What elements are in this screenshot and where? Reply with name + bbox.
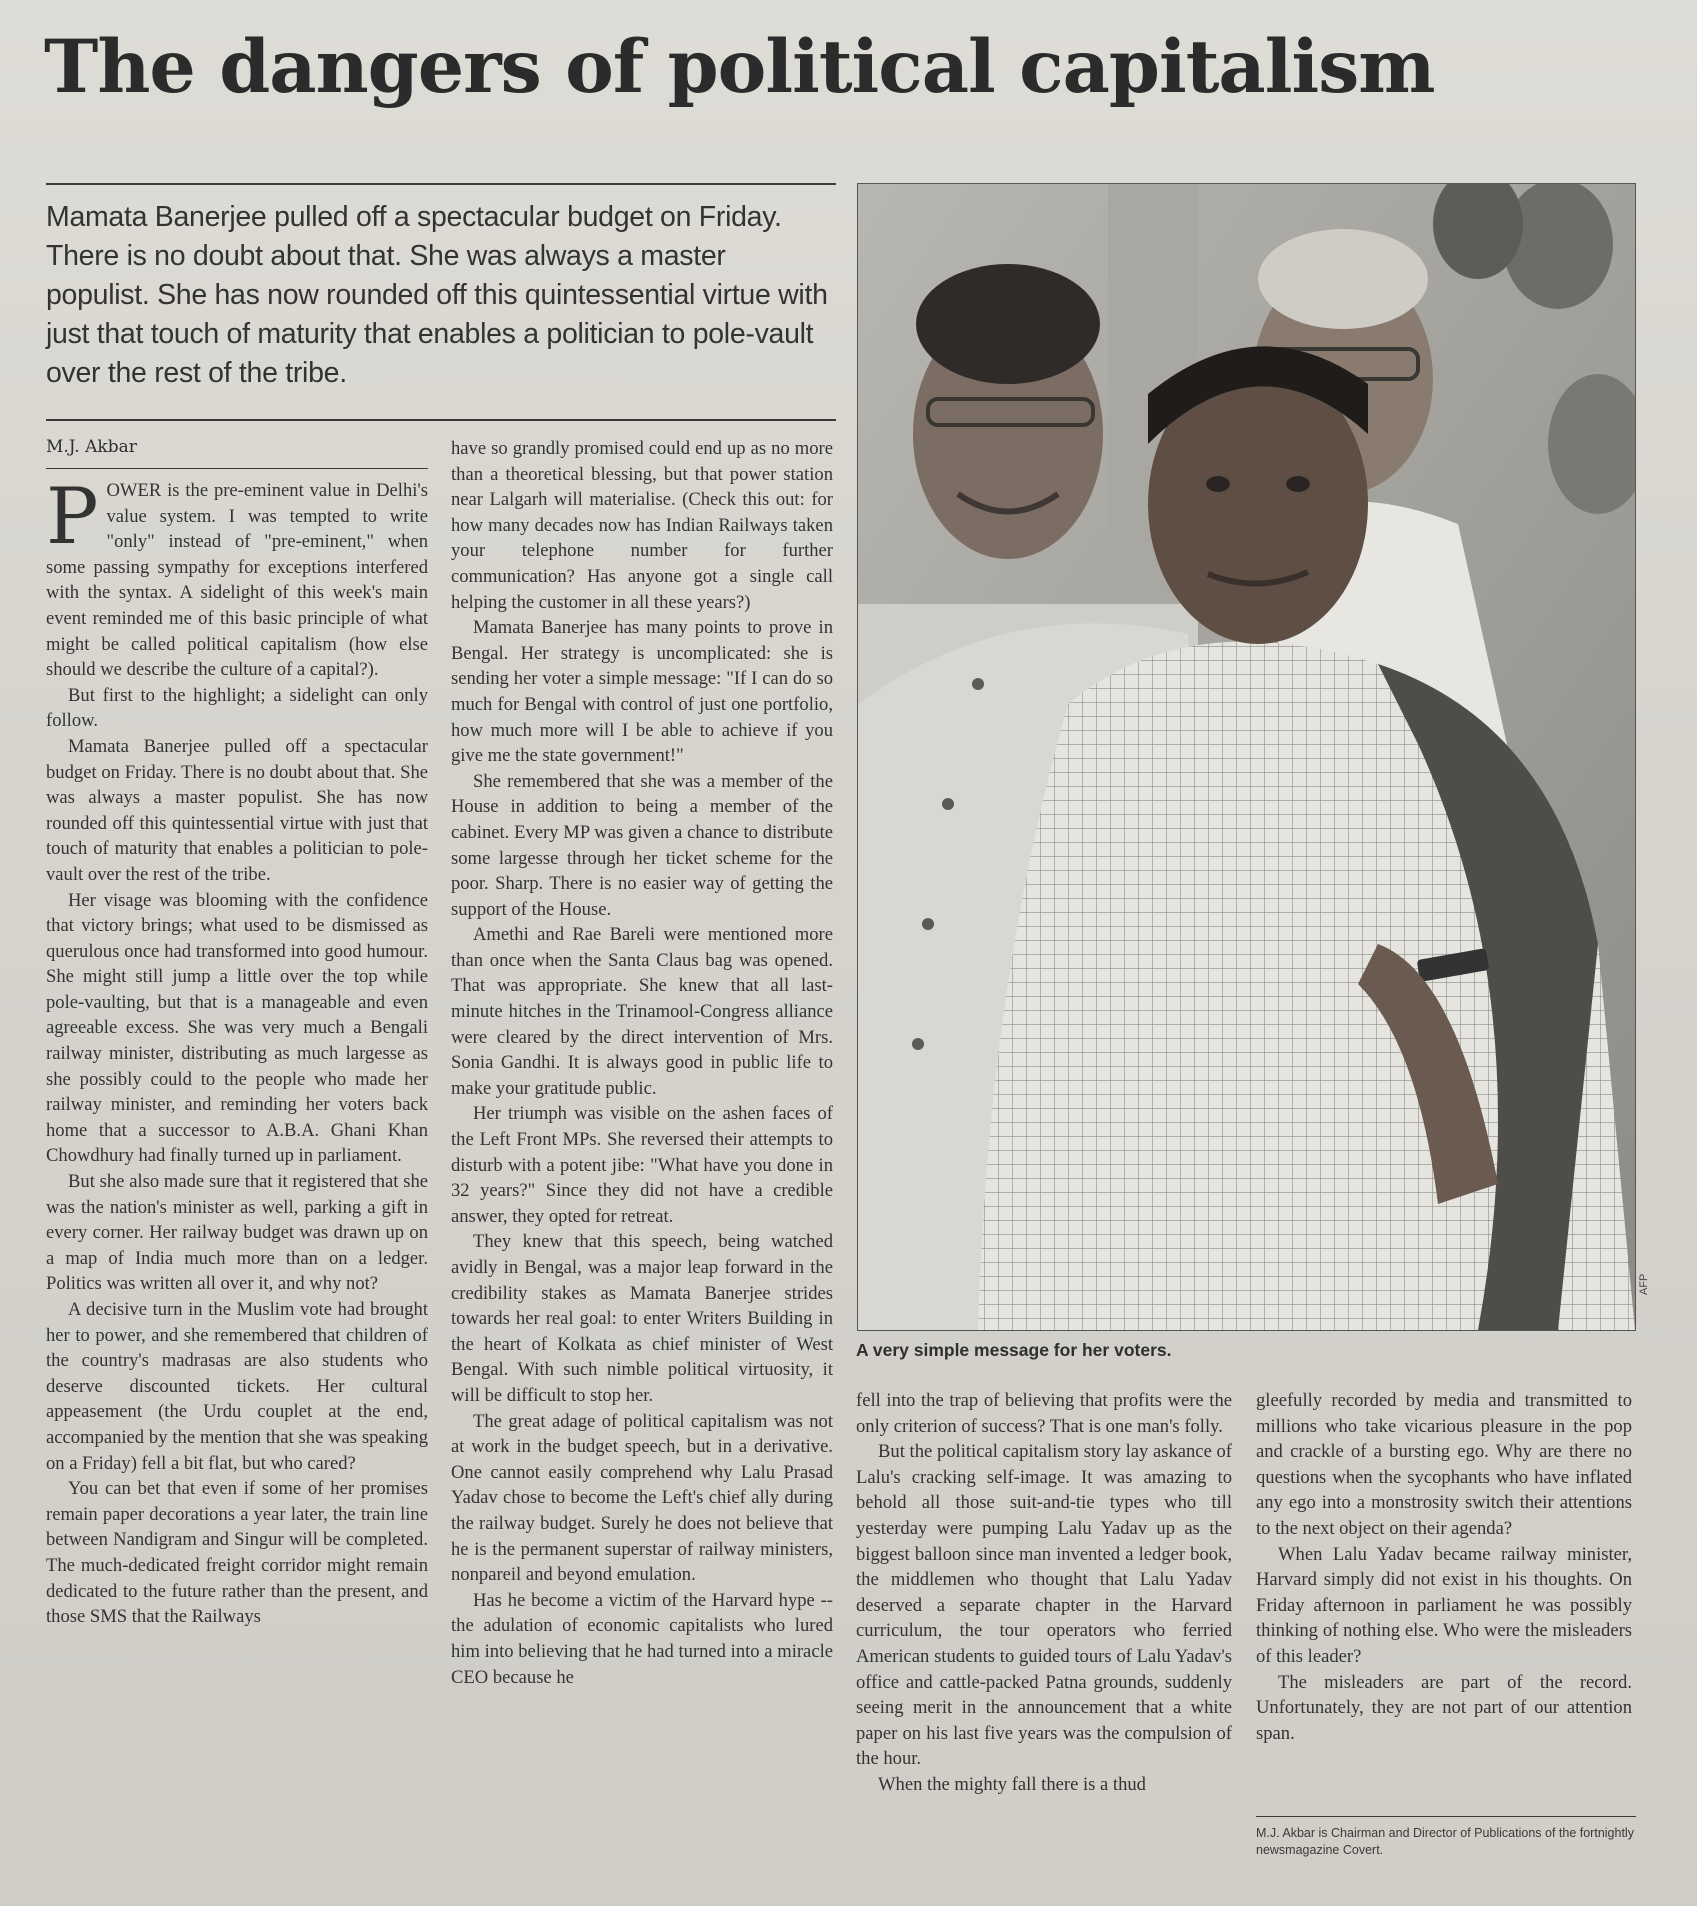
bio-rule: [1256, 1816, 1636, 1817]
paragraph: Mamata Banerjee has many points to prove in Bengal. Her strategy is uncomplicated: she is sending her voter a simple message: "If I can do so much for Bengal with control of just one portfolio, how much more will I be able to achieve if you give me the state government!": [451, 617, 833, 767]
article-column-4: [1256, 1388, 1632, 1746]
byline: M.J. Akbar: [46, 437, 137, 457]
drop-cap: P: [46, 472, 99, 562]
paragraph: Her triumph was visible on the ashen faces of the Left Front MPs. She reversed their attempts to disturb with a potent jibe: "What have you done in 32 years?" Since they did not have a credible answer, they opted for retreat.: [451, 1103, 833, 1227]
paragraph: You can bet that even if some of her promises remain paper decorations a year later, the train line between Nandigram and Singur will be completed. The much-dedicated freight corridor might remain dedicated to the future rather than the present, and those SMS that the Railways: [46, 1478, 428, 1628]
paragraph: The misleaders are part of the record. Unfortunately, they are not part of our attention span.: [1256, 1671, 1632, 1744]
photo-illustration: [858, 184, 1635, 1330]
paragraph: Has he become a victim of the Harvard hype -- the adulation of economic capitalists who lured him into believing that he had turned into a miracle CEO because he: [451, 1589, 833, 1688]
paragraph: When the mighty fall there is a thud: [878, 1773, 1146, 1795]
standfirst: Mamata Banerjee pulled off a spectacular budget on Friday. There is no doubt about that. She was always a master populist. She has now rounded off this quintessential virtue with just that touch of maturity that enables a politician to pole-vault over the rest of the tribe.: [46, 201, 828, 389]
paragraph: But the political capitalism story lay askance of Lalu's cracking self-image. It was amazing to behold all those suit-and-tie types who till yesterday were pumping Lalu Yadav up as the biggest balloon since man invented a ledger book, the middlemen who thought that Lalu Yadav deserved a separate chapter in the Harvard curriculum, the tour operators who ferried American students to guided tours of Lalu Yadav's office and cattle-packed Patna grounds, suddenly seeing merit in the announcement that a white paper on his last five years was the compulsion of the hour.: [856, 1441, 1232, 1770]
article-column-3: [856, 1388, 1232, 1798]
article-column-2: [451, 436, 833, 1690]
paragraph: They knew that this speech, being watched avidly in Bengal, was a major leap forward in the credibility stakes as Mamata Banerjee strides towards her real goal: to enter Writers Building in the heart of Kolkata as chief minister of West Bengal. With such nimble political virtuosity, it will be difficult to stop her.: [451, 1231, 833, 1406]
byline-rule: [46, 468, 428, 469]
paragraph: When Lalu Yadav became railway minister, Harvard simply did not exist in his thoughts. On Friday afternoon in parliament he was possibly thinking of nothing else. Who were the misleaders of this leader?: [1256, 1543, 1632, 1667]
paragraph: She remembered that she was a member of the House in addition to being a member of the cabinet. Every MP was given a chance to distribute some largesse through her ticket scheme for the poor. Sharp. There is no easier way of getting the support of the House.: [451, 770, 833, 920]
article-column-1: [46, 472, 428, 1630]
paragraph: But first to the highlight; a sidelight can only follow.: [46, 684, 428, 732]
paragraph: fell into the trap of believing that profits were the only criterion of success? That is one man's folly.: [856, 1390, 1232, 1437]
photo-caption: A very simple message for her voters.: [856, 1340, 1172, 1360]
paragraph: A decisive turn in the Muslim vote had brought her to power, and she remembered that children of the country's madrasas are also students who deserve discounted tickets. Her cultural appeasement (the Urdu couplet at the end, accompanied by the mention that she was speaking on a Friday) fell a bit flat, but who cared?: [46, 1299, 428, 1474]
paragraph: POWER is the pre-eminent value in Delhi's value system. I was tempted to write "only" instead of "pre-eminent," when some passing sympathy for exceptions interfered with the syntax. A sidelight of this week's main event reminded me of this basic principle of what might be called political capitalism (how else should we describe the culture of a capital?).: [46, 472, 428, 681]
paragraph: gleefully recorded by media and transmitted to millions who take vicarious pleasure in the pop and crackle of a bursting ego. Why are there no questions when the sycophants who have inflated any ego into a monstrosity switch their attentions to the next object on their agenda?: [1256, 1390, 1632, 1539]
cropped-top-fragment: [280, 0, 400, 22]
standfirst-top-rule: [46, 183, 836, 185]
paragraph: Mamata Banerjee pulled off a spectacular budget on Friday. There is no doubt about that. She was always a master populist. She has now rounded off this quintessential virtue with just that touch of maturity that enables a politician to pole-vault over the rest of the tribe.: [46, 735, 428, 885]
paragraph: But she also made sure that it registered that she was the nation's minister as well, parking a gift in every corner. Her railway budget was drawn up on a map of India much more than on a ledger. Politics was written all over it, and why not?: [46, 1171, 428, 1295]
paragraph: Amethi and Rae Bareli were mentioned more than once when the Santa Claus bag was opened. That was appropriate. She knew that all last-minute hitches in the Trinamool-Congress alliance were cleared by the direct intervention of Mrs. Sonia Gandhi. It is always good in public life to make your gratitude public.: [451, 924, 833, 1099]
photo-credit: AFP: [1638, 1273, 1650, 1295]
paragraph: have so grandly promised could end up as no more than a theoretical blessing, but that power station near Lalgarh will materialise. (Check this out: for how many decades now has Indian Railways taken your telephone number for further communication? Has anyone got a single call helping the customer in all these years?): [451, 438, 833, 613]
author-bio: M.J. Akbar is Chairman and Director of Publications of the fortnightly newsmagazine Covert.: [1256, 1826, 1634, 1857]
paragraph: The great adage of political capitalism was not at work in the budget speech, but in a derivative. One cannot easily comprehend why Lalu Prasad Yadav chose to become the Left's chief ally during the railway budget. Surely he does not believe that he is the permanent superstar of railway ministers, nonpareil and beyond emulation.: [451, 1410, 833, 1586]
headline: The dangers of political capitalism: [44, 24, 1435, 110]
paragraph: Her visage was blooming with the confidence that victory brings; what used to be dismissed as querulous once had transformed into good humour. She might still jump a little over the top while pole-vaulting, but that is a manageable and even agreeable excess. She was very much a Bengali railway minister, distributing as much largesse as she possibly could to the people who made her railway minister, and reminding her voters back home that a successor to A.B.A. Ghani Khan Chowdhury had finally turned up in parliament.: [46, 889, 428, 1167]
standfirst-bottom-rule: [46, 419, 836, 421]
article-photo: [857, 183, 1636, 1331]
